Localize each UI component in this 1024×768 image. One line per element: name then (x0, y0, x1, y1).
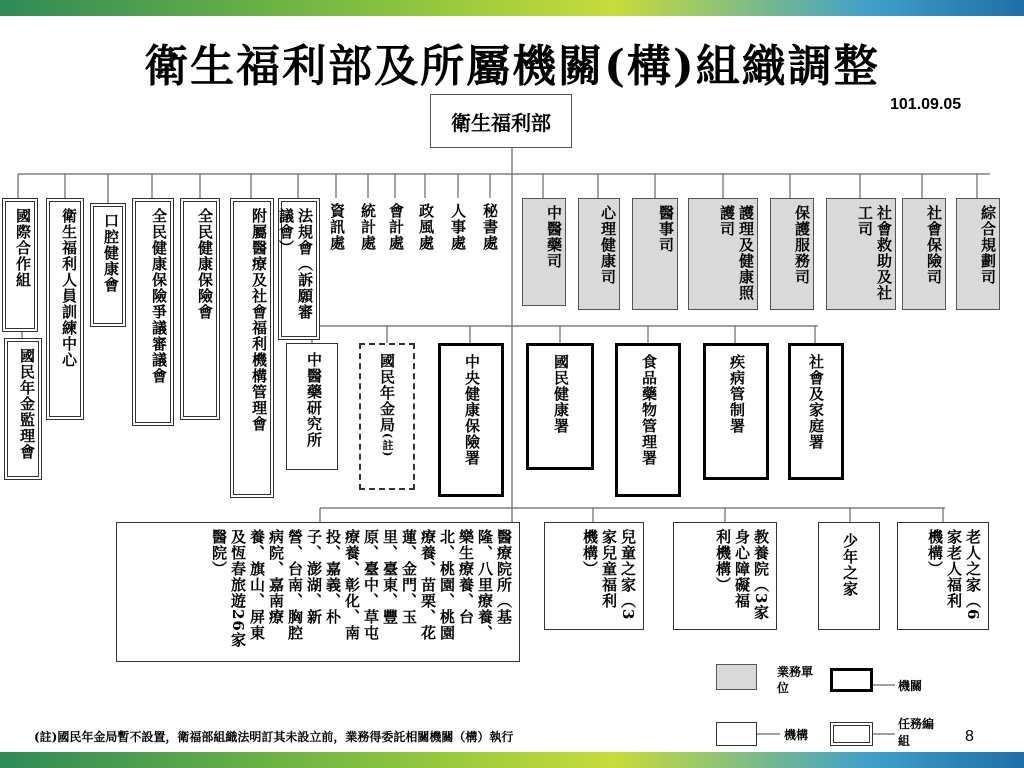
nhi-committee-box: 全民健康保險會 (180, 198, 220, 420)
hospitals-box: 醫療院所（基隆、八里療養、樂生療養、台北、桃園、桃園療養、苗栗、花蓮、金門、玉里、臺東、豐原、臺中、草屯療養、彰化、南投、嘉義、朴子、澎湖、新營、台南、胸腔病院、嘉南療養、旗山、屏東及恆春旅遊26家醫院） (116, 522, 520, 662)
business-unit-nursing: 護理及健康照護司 (688, 198, 758, 310)
business-unit-social-insurance: 社會保險司 (902, 198, 946, 310)
pension-bureau-box (359, 343, 415, 490)
elderly-home-box: 老人之家（6家老人福利機構） (897, 522, 989, 630)
legend-agency-label: 機關 (898, 679, 923, 693)
revision-date: 101.09.05 (890, 96, 962, 113)
regulation-appeal-box: 法規會（訴願審議會） (278, 198, 320, 340)
admin-unit-ethics: 政風處 (417, 203, 435, 251)
legend-institution-label: 機構 (784, 728, 809, 742)
children-home-box: 兒童之家（3家兒童福利機構） (544, 522, 644, 630)
nhi-administration-box: 中央健康保險署 (438, 343, 504, 497)
business-unit-planning: 綜合規劃司 (956, 198, 1000, 310)
hospital-mgmt-box: 附屬醫療及社會福利機構管理會 (230, 198, 274, 498)
nhi-dispute-box: 全民健康保險爭議審議會 (132, 198, 174, 426)
youth-home-box: 少年之家 (818, 522, 880, 630)
admin-unit-statistics: 統計處 (359, 203, 377, 251)
disabled-institution-box: 教養院（3家身心障礙福利機構） (673, 522, 777, 630)
legend-business-swatch (716, 664, 757, 690)
business-unit-mental-health: 心理健康司 (578, 198, 620, 310)
admin-unit-personnel: 人事處 (449, 203, 467, 251)
cdc-box: 疾病管制署 (703, 343, 769, 480)
legend-institution-swatch (716, 722, 757, 746)
pension-note-mark: (註) (381, 433, 394, 458)
training-center-box: 衛生福利人員訓練中心 (46, 198, 84, 420)
health-promotion-box: 國民健康署 (526, 343, 594, 470)
footnote: (註)國民年金局暫不設置，衛福部組織法明訂其未設立前，業務得委託相關機關（構）執行 (34, 730, 514, 744)
pension-bureau-label: 國民年金局 (378, 353, 396, 433)
legend-agency-swatch (830, 668, 873, 692)
admin-unit-info: 資訊處 (328, 203, 346, 251)
food-drug-admin-box: 食品藥物管理署 (615, 343, 681, 497)
legend-business-label: 業務單位 (777, 665, 814, 695)
legend-taskgroup-label: 任務編組 (898, 717, 935, 748)
intl-cooperation-box: 國際合作組 (2, 198, 38, 332)
business-unit-social-assistance: 社會救助及社工司 (826, 198, 896, 310)
business-unit-medical-affairs: 醫事司 (632, 198, 678, 310)
page-title: 衛生福利部及所屬機關(構)組織調整 (144, 41, 880, 92)
business-unit-chinese-medicine: 中醫藥司 (522, 198, 566, 306)
cm-institute-box: 中醫藥研究所 (286, 343, 338, 470)
admin-unit-secretariat: 秘書處 (481, 203, 499, 251)
ministry-root-box: 衛生福利部 (430, 94, 572, 148)
page-number: 8 (965, 728, 974, 745)
pension-supervision-box: 國民年金監理會 (4, 338, 42, 480)
admin-unit-accounting: 會計處 (387, 203, 405, 251)
oral-health-box: 口腔健康會 (90, 203, 126, 327)
business-unit-protective-services: 保護服務司 (770, 198, 814, 310)
legend-taskgroup-swatch (830, 722, 873, 746)
social-family-admin-box: 社會及家庭署 (788, 343, 844, 480)
